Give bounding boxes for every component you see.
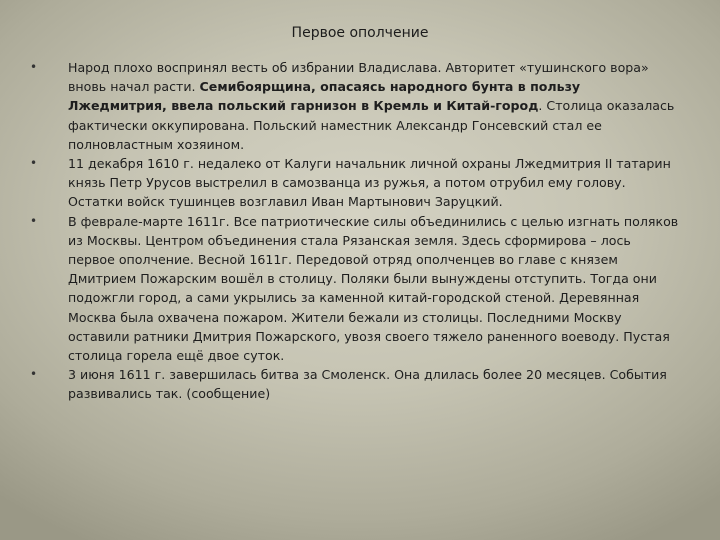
item-text: Народ плохо воспринял весть об избрании Владислава. Авторитет «тушинского вора» вновь начал расти. (68, 60, 649, 95)
list-item (30, 154, 680, 212)
list-item (30, 365, 680, 403)
bullet-icon: • (30, 213, 38, 228)
bullet-icon: • (30, 156, 38, 171)
item-bold-text: Семибоярщина, опасаясь народного бунта в пользу Лжедмитрия, ввела польский гарнизон в Кремль и Китай-город (68, 79, 581, 114)
slide-title: Первое ополчение (291, 25, 429, 41)
list-item (30, 58, 680, 154)
item-text: 11 декабря 1610 г. недалеко от Калуги начальник личной охраны Лжедмитрия II татарин князь Петр Урусов выстрелил в самозванца из ружья, а потом отрубил ему голову. Остатки войск тушинцев возглавил Иван Мартынович Заруцкий. (68, 156, 671, 210)
item-text: 3 июня 1611 г. завершилась битва за Смоленск. Она длилась более 20 месяцев. События развивались так. (сообщение) (68, 367, 667, 402)
bullet-icon: • (30, 60, 38, 74)
item-text: В феврале-марте 1611г. Все патриотические силы объединились с целью изгнать поляков из Москвы. Центром объединения стала Рязанская земля. Здесь сформирова – лось первое ополчение. Весной 1611г. Передовой отряд ополченцев во главе с князем Дмитрием Пожарским вошёл в столицу. Поляки были вынуждены отступить. Тогда они подожгли город, а сами укрылись за каменной китай-городской стеной. Деревянная Москва была охвачена пожаром. Жители бежали из столицы. Последними Москву оставили ратники Дмитрия Пожарского, увозя своего тяжело раненного воеводу. Пустая столица горела ещё двое суток. (68, 213, 679, 364)
item-text-continued: . Столица оказалась фактически оккупирована. Польский наместник Александр Гонсевский стал ее полновластным хозяином. (68, 98, 675, 152)
list-item (30, 212, 680, 366)
bullet-list (30, 58, 680, 404)
bullet-icon: • (30, 367, 38, 382)
